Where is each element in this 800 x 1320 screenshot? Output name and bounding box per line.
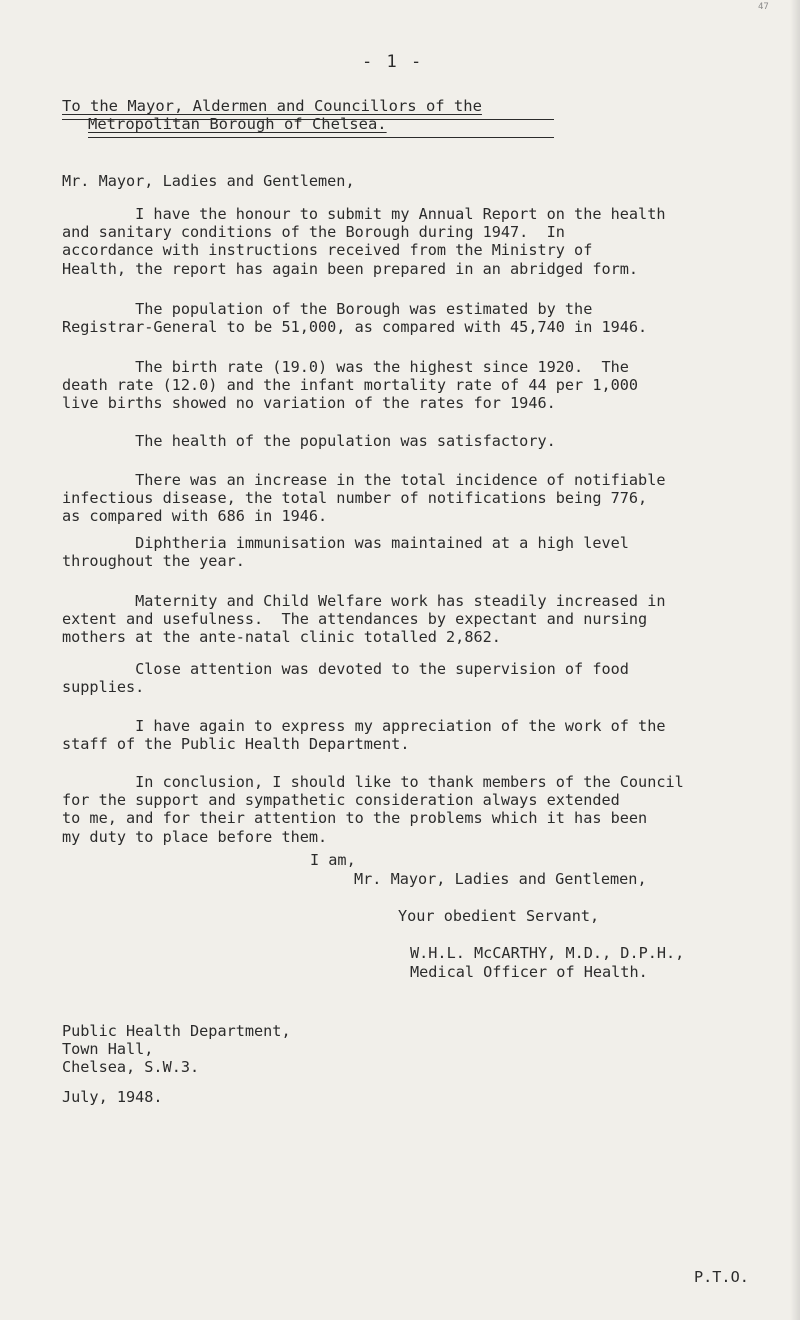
paragraph-line: Health, the report has again been prepared in an abridged form. <box>62 259 639 278</box>
paragraph-food-supplies <box>62 660 629 696</box>
paragraph-line: death rate (12.0) and the infant mortality rate of 44 per 1,000 <box>62 376 639 395</box>
paragraph-diphtheria <box>62 534 629 570</box>
address-underline-1 <box>62 119 554 120</box>
paragraph-line: extent and usefulness. The attendances by expectant and nursing <box>62 610 648 629</box>
paragraph-line: In conclusion, I should like to thank members of the Council <box>62 773 684 791</box>
paragraph-population <box>62 300 647 336</box>
paragraph-line: accordance with instructions received from the Ministry of <box>62 241 593 260</box>
paragraph-health <box>62 432 556 450</box>
paragraph-line: as compared with 686 in 1946. <box>62 507 328 526</box>
paragraph-line: for the support and sympathetic consideration always extended <box>62 791 620 810</box>
sender-address <box>62 1022 291 1077</box>
closing-servant: Your obedient Servant, <box>398 907 600 925</box>
signatory-name: W.H.L. McCARTHY, M.D., D.P.H., <box>410 944 685 962</box>
paragraph-line: There was an increase in the total incidence of notifiable <box>62 471 666 489</box>
paragraph-line: Registrar-General to be 51,000, as compared with 45,740 in 1946. <box>62 318 648 337</box>
paragraph-line: The health of the population was satisfactory. <box>62 432 556 450</box>
sender-address-line: Public Health Department, <box>62 1022 291 1040</box>
salutation: Mr. Mayor, Ladies and Gentlemen, <box>62 172 355 190</box>
closing-i-am: I am, <box>310 851 356 869</box>
paragraph-line: to me, and for their attention to the problems which it has been <box>62 809 648 828</box>
address-line-2: Metropolitan Borough of Chelsea. <box>88 115 387 133</box>
sender-address-line: Town Hall, <box>62 1040 154 1059</box>
paragraph-line: mothers at the ante-natal clinic totalled 2,862. <box>62 628 501 647</box>
paragraph-line: throughout the year. <box>62 552 245 571</box>
pto-marker: P.T.O. <box>694 1268 749 1286</box>
sender-address-line: Chelsea, S.W.3. <box>62 1058 200 1077</box>
paragraph-line: Diphtheria immunisation was maintained at a high level <box>62 534 629 552</box>
signatory-title: Medical Officer of Health. <box>410 963 648 981</box>
paragraph-birth-rate <box>62 358 638 413</box>
paragraph-line: infectious disease, the total number of notifications being 776, <box>62 489 648 508</box>
page-number: - 1 - <box>362 52 424 72</box>
paragraph-line: The population of the Borough was estimated by the <box>62 300 593 318</box>
paragraph-line: I have the honour to submit my Annual Report on the health <box>62 205 666 223</box>
paragraph-line: my duty to place before them. <box>62 827 328 846</box>
paragraph-conclusion <box>62 773 684 846</box>
paragraph-appreciation <box>62 717 665 753</box>
paragraph-intro <box>62 205 665 278</box>
paragraph-infectious-disease <box>62 471 665 526</box>
paragraph-line: I have again to express my appreciation of the work of the <box>62 717 666 735</box>
address-block <box>62 97 482 133</box>
paragraph-line: Close attention was devoted to the supervision of food <box>62 660 629 678</box>
paragraph-line: Maternity and Child Welfare work has steadily increased in <box>62 592 666 610</box>
paragraph-line: live births showed no variation of the rates for 1946. <box>62 394 556 413</box>
paragraph-line: and sanitary conditions of the Borough during 1947. In <box>62 223 565 242</box>
address-line-1: To the Mayor, Aldermen and Councillors of the <box>62 97 482 115</box>
address-underline-2 <box>88 137 554 138</box>
paragraph-line: The birth rate (19.0) was the highest since 1920. The <box>62 358 629 376</box>
paragraph-line: staff of the Public Health Department. <box>62 735 410 754</box>
paragraph-maternity <box>62 592 665 647</box>
paragraph-line: supplies. <box>62 678 145 697</box>
page-edge-shadow <box>790 0 800 1320</box>
corner-mark: 47 <box>758 2 769 12</box>
closing-salutation: Mr. Mayor, Ladies and Gentlemen, <box>354 870 647 888</box>
document-date: July, 1948. <box>62 1088 163 1106</box>
